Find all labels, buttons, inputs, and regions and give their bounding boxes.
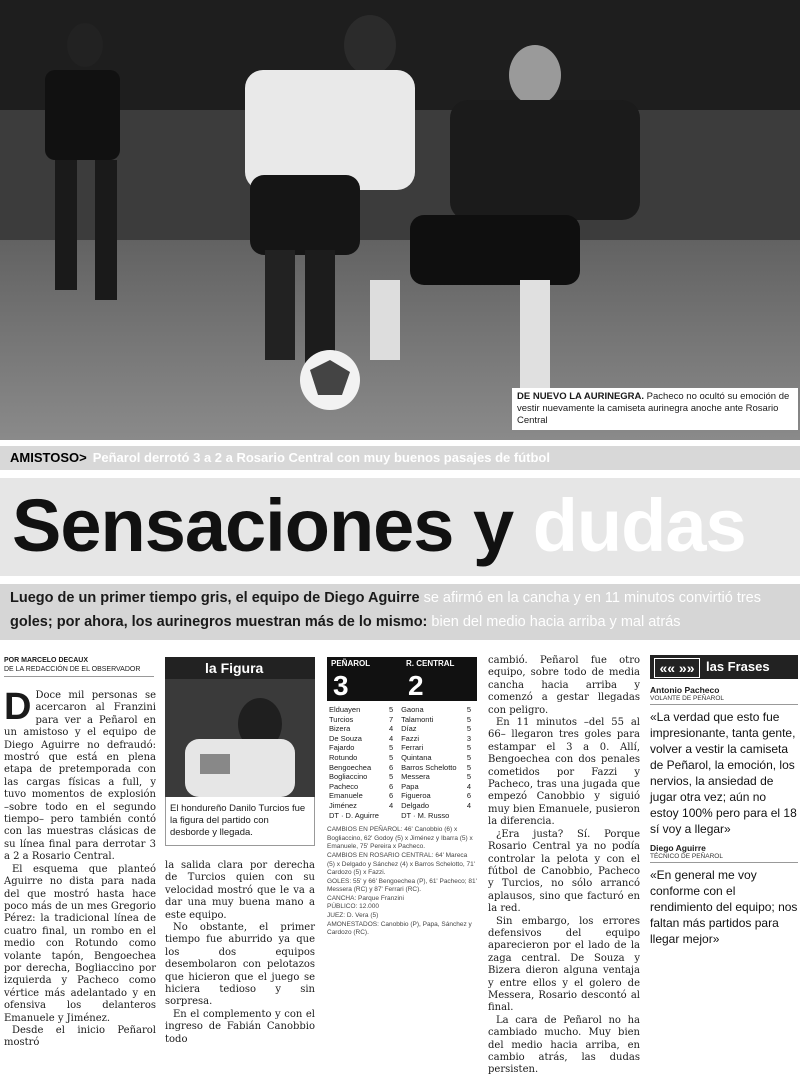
kicker-text: Peñarol derrotó 3 a 2 a Rosario Central con muy buenos pasajes de fútbol <box>92 450 550 465</box>
paragraph: La cara de Peñarol no ha cambiado mucho. Muy bien del medio hacia arriba, en cambio atrás, las dudas persisten. <box>488 1014 640 1076</box>
drop-cap: D <box>4 686 32 728</box>
paragraph: No obstante, el primer tiempo fue aburrido ya que los dos equipos desembolaron con pelotazos que hicieron que el juego se hiciera tedioso y sin sorpresa. <box>165 922 315 1008</box>
lineup-home-rating: 7 <box>389 714 394 724</box>
lineup-away-rating: 5 <box>466 762 472 772</box>
paragraph: ¿Era justa? Sí. Porque Rosario Central ya no podía controlar la pelota y con el fútbol de Canobbio, Pacheco y Turcios, no sólo arrancó aplausos, sino que facturó en la red. <box>488 828 640 915</box>
lineup-away-rating: 5 <box>466 752 472 762</box>
frases-title: las Frases <box>706 659 770 674</box>
lineup-home-player: Bogliaccino <box>329 772 368 782</box>
lineup-away-player: Delgado <box>401 800 430 810</box>
quote-text: «La verdad que esto fue impresionante, tanta gente, volver a vestir la camiseta de Peñarol, la emoción, los nervios, la ansiedad de jugar otra vez; aún no estoy 100% pero para el 18 sí voy a llegar» <box>650 710 797 836</box>
match-note: JUEZ: D. Vera (5) <box>327 912 379 920</box>
kicker-bar <box>0 446 800 470</box>
lineup-away-rating: 5 <box>466 772 472 782</box>
body-column-3 <box>488 655 640 1076</box>
byline <box>4 656 154 677</box>
lineup-away-player: Díaz <box>401 724 417 734</box>
scorebox <box>327 657 477 938</box>
figura-box <box>165 657 315 846</box>
home-goals: 3 <box>333 670 349 701</box>
lineup-home-player: DT · D. Aguirre <box>329 810 379 820</box>
lineup-home-rating: 6 <box>389 762 394 772</box>
match-note: CAMBIOS EN ROSARIO CENTRAL: 64' Mareca (5) x Delgado y Sánchez (4) x Barros Schelotto, 71' Cardozo (5) x Fazzi. <box>327 851 475 877</box>
lineup-row <box>327 763 477 773</box>
headline-part1: Sensaciones y <box>12 484 514 567</box>
match-note: CANCHA: Parque Franzini <box>327 894 404 902</box>
lineup-away-player: Ferrari <box>401 743 424 753</box>
lineup-away-rating: 4 <box>466 800 472 810</box>
paragraph: la salida clara por derecha de Turcios quien con su velocidad mostró que le va a dar una muy buena mano a este equipo. <box>165 860 315 921</box>
body-column-2 <box>165 860 315 1045</box>
lineup-home-rating <box>383 811 399 821</box>
lineup-home-rating: 4 <box>389 724 394 734</box>
byline-desk: DE LA REDACCIÓN DE EL OBSERVADOR <box>4 666 141 673</box>
lineup-away-player: Papa <box>401 781 419 791</box>
photo-caption <box>512 388 798 430</box>
lineup-row <box>327 811 477 821</box>
quote-marks-icon: «« »» <box>654 658 700 678</box>
lineup-away-rating: 6 <box>466 791 472 801</box>
body-column-1 <box>4 686 156 1049</box>
lineup-row <box>327 772 477 782</box>
lineup-row <box>327 801 477 811</box>
lineup-away-rating: 5 <box>466 724 472 734</box>
lineup-away-player: Figueroa <box>401 791 431 801</box>
figura-title: la Figura <box>165 657 315 679</box>
home-team: PEÑAROL <box>331 659 371 668</box>
match-note: GOLES: 55' y 66' Bengoechea (P), 61' Pacheco; 81' Messera (RC) y 87' Ferrari (RC). <box>327 877 477 894</box>
lineup-home-player: Jiménez <box>329 800 357 810</box>
lineup-away-rating: 5 <box>466 705 472 714</box>
lineup-away-player: DT · M. Russo <box>401 810 450 820</box>
lineups-table <box>327 705 477 820</box>
lineup-row <box>327 743 477 753</box>
figura-photo <box>165 679 315 797</box>
paragraph: Sin embargo, los errores defensivos del equipo aparecieron por el lado de la zaga central. De Souza y Bizera dieron alguna ventaja y entre ellos y el golero de Messera, Rosario descontó al final. <box>488 915 640 1014</box>
player-portrait-image <box>165 679 315 797</box>
score-goals <box>327 671 477 701</box>
caption-lead: DE NUEVO LA AURINEGRA. <box>517 391 645 402</box>
deck <box>0 584 800 640</box>
lineup-home-player: De Souza <box>329 733 362 743</box>
lineup-away-player: Messera <box>401 772 430 782</box>
lineup-home-rating: 5 <box>389 743 394 753</box>
lineup-home-player: Turcios <box>329 714 354 724</box>
deck-part2: se afirmó en la cancha y en 11 minutos convirtió tres <box>423 590 762 606</box>
lineup-row <box>327 782 477 792</box>
lineup-home-player: Bengoechea <box>329 762 372 772</box>
deck-part1: Luego de un primer tiempo gris, el equipo de Diego Aguirre <box>10 590 420 606</box>
lineup-away-rating <box>461 811 477 821</box>
lineup-home-rating: 4 <box>389 800 394 810</box>
lineup-home-rating: 6 <box>389 781 394 791</box>
lineup-home-rating: 5 <box>389 705 394 714</box>
lineup-home-rating: 4 <box>389 733 394 743</box>
lineup-away-rating: 5 <box>466 714 472 724</box>
lineup-away-rating: 5 <box>466 743 472 753</box>
lineup-away-player: Talamonti <box>401 714 434 724</box>
kicker-label: AMISTOSO> <box>10 450 87 465</box>
quote-role: TÉCNICO DE PEÑAROL <box>650 853 798 863</box>
quote-role: VOLANTE DE PEÑAROL <box>650 695 798 705</box>
lineup-home-rating: 6 <box>389 791 394 801</box>
away-team: R. CENTRAL <box>406 659 455 668</box>
lineup-row <box>327 724 477 734</box>
quote-item <box>650 843 798 947</box>
lineup-row <box>327 791 477 801</box>
quote-item <box>650 685 798 837</box>
frases-box <box>650 655 798 947</box>
lineup-away-rating: 4 <box>466 781 472 791</box>
lineup-home-player: Bizera <box>329 724 351 734</box>
deck-part4: bien del medio hacia arriba y mal atrás <box>431 614 681 630</box>
headline <box>0 478 800 576</box>
lineup-row <box>327 753 477 763</box>
lineup-home-player: Emanuele <box>329 791 363 801</box>
lineup-row <box>327 705 477 715</box>
quote-author: Diego Aguirre <box>650 843 706 853</box>
lineup-away-player: Quintana <box>401 752 432 762</box>
paragraph: Desde el inicio Peñarol mostró <box>4 1024 156 1049</box>
deck-part3: goles; por ahora, los aurinegros muestran más de lo mismo: <box>10 614 428 630</box>
quote-author: Antonio Pacheco <box>650 685 720 695</box>
lineup-away-rating: 3 <box>466 733 472 743</box>
football-match-image <box>0 0 800 440</box>
paragraph <box>4 686 156 864</box>
figura-caption: El hondureño Danilo Turcios fue la figura del partido con desborde y llegada. <box>165 797 315 846</box>
lineup-home-player: Fajardo <box>329 743 355 753</box>
lineup-away-player: Fazzi <box>401 733 420 743</box>
lineup-home-player: Pacheco <box>329 781 359 791</box>
lineup-home-rating: 5 <box>389 752 394 762</box>
match-notes <box>327 826 477 938</box>
lineup-home-player: Elduayen <box>329 705 361 714</box>
lineup-away-player: Barros Schelotto <box>401 762 457 772</box>
match-note: PÚBLICO: 12.000 <box>327 903 380 911</box>
caption-text: Pacheco no ocultó su emoción de vestir nuevamente la camiseta aurinegra anoche ante Rosario Central <box>517 391 790 426</box>
match-photo <box>0 0 800 440</box>
lineup-row <box>327 715 477 725</box>
paragraph: El esquema que planteó Aguirre no dista para nada del que mostró hasta hace poco más de un mes Gregorio Pérez: la tradicional línea de cuatro final, un rombo en el medio con Rotundo como volante tapón, Bengoechea por derecha, Bogliaccino por izquierda y Pacheco como vértice más adelantado y en ofensiva los delanteros Emanuele y Jiménez. <box>4 863 156 1024</box>
frases-header <box>650 655 798 679</box>
paragraph: cambió. Peñarol fue otro equipo, sobre todo de media cancha hacia arriba y comenzó a gestar llegadas con peligro. <box>488 655 640 716</box>
headline-part2: dudas <box>532 484 746 567</box>
lineup-home-rating: 5 <box>389 772 394 782</box>
match-note: AMONESTADOS: Canobbio (P), Papa, Sánchez y Cardozo (RC). <box>327 920 472 937</box>
away-goals: 2 <box>408 670 424 701</box>
paragraph: En 11 minutos –del 55 al 66– llegaron tres goles para estampar el 3 a 0. Allí, Bengoechea con dos penales cometidos por Fazzi y Pacheco, tras una jugada que empezó Canobbio y siguió muy bien Emanuele, pusieron la diferencia. <box>488 717 640 828</box>
quote-text: «En general me voy conforme con el rendimiento del equipo; nos faltan más partidos para llegar mejor» <box>650 868 798 946</box>
paragraph: En el complemento y con el ingreso de Fabián Canobbio todo <box>165 1008 315 1045</box>
lineup-away-player: Gaona <box>401 705 424 714</box>
lineup-row <box>327 734 477 744</box>
score-teams <box>327 657 477 671</box>
paragraph-text: Doce mil personas se acercaron al Franzini para ver a Peñarol en un amistoso y el equipo de Diego Aguirre no defraudó: mostró que está en plena etapa de pretemporada con las cargas físicas a full, y tuvo momentos de explosión –sobre todo en el segundo tiempo– pero también contó con las muestras clásicas de su línea final para derrotar 3 a 2 a Rosario Central. <box>4 690 156 863</box>
lineup-home-player: Rotundo <box>329 752 358 762</box>
match-note: CAMBIOS EN PEÑAROL: 46' Canobbio (6) x Bogliaccino, 62' Godoy (5) x Jiménez y Ibarra (5) x Emanuele, 75' Pereira x Pacheco. <box>327 826 473 851</box>
byline-author: POR MARCELO DECAUX <box>4 657 89 664</box>
